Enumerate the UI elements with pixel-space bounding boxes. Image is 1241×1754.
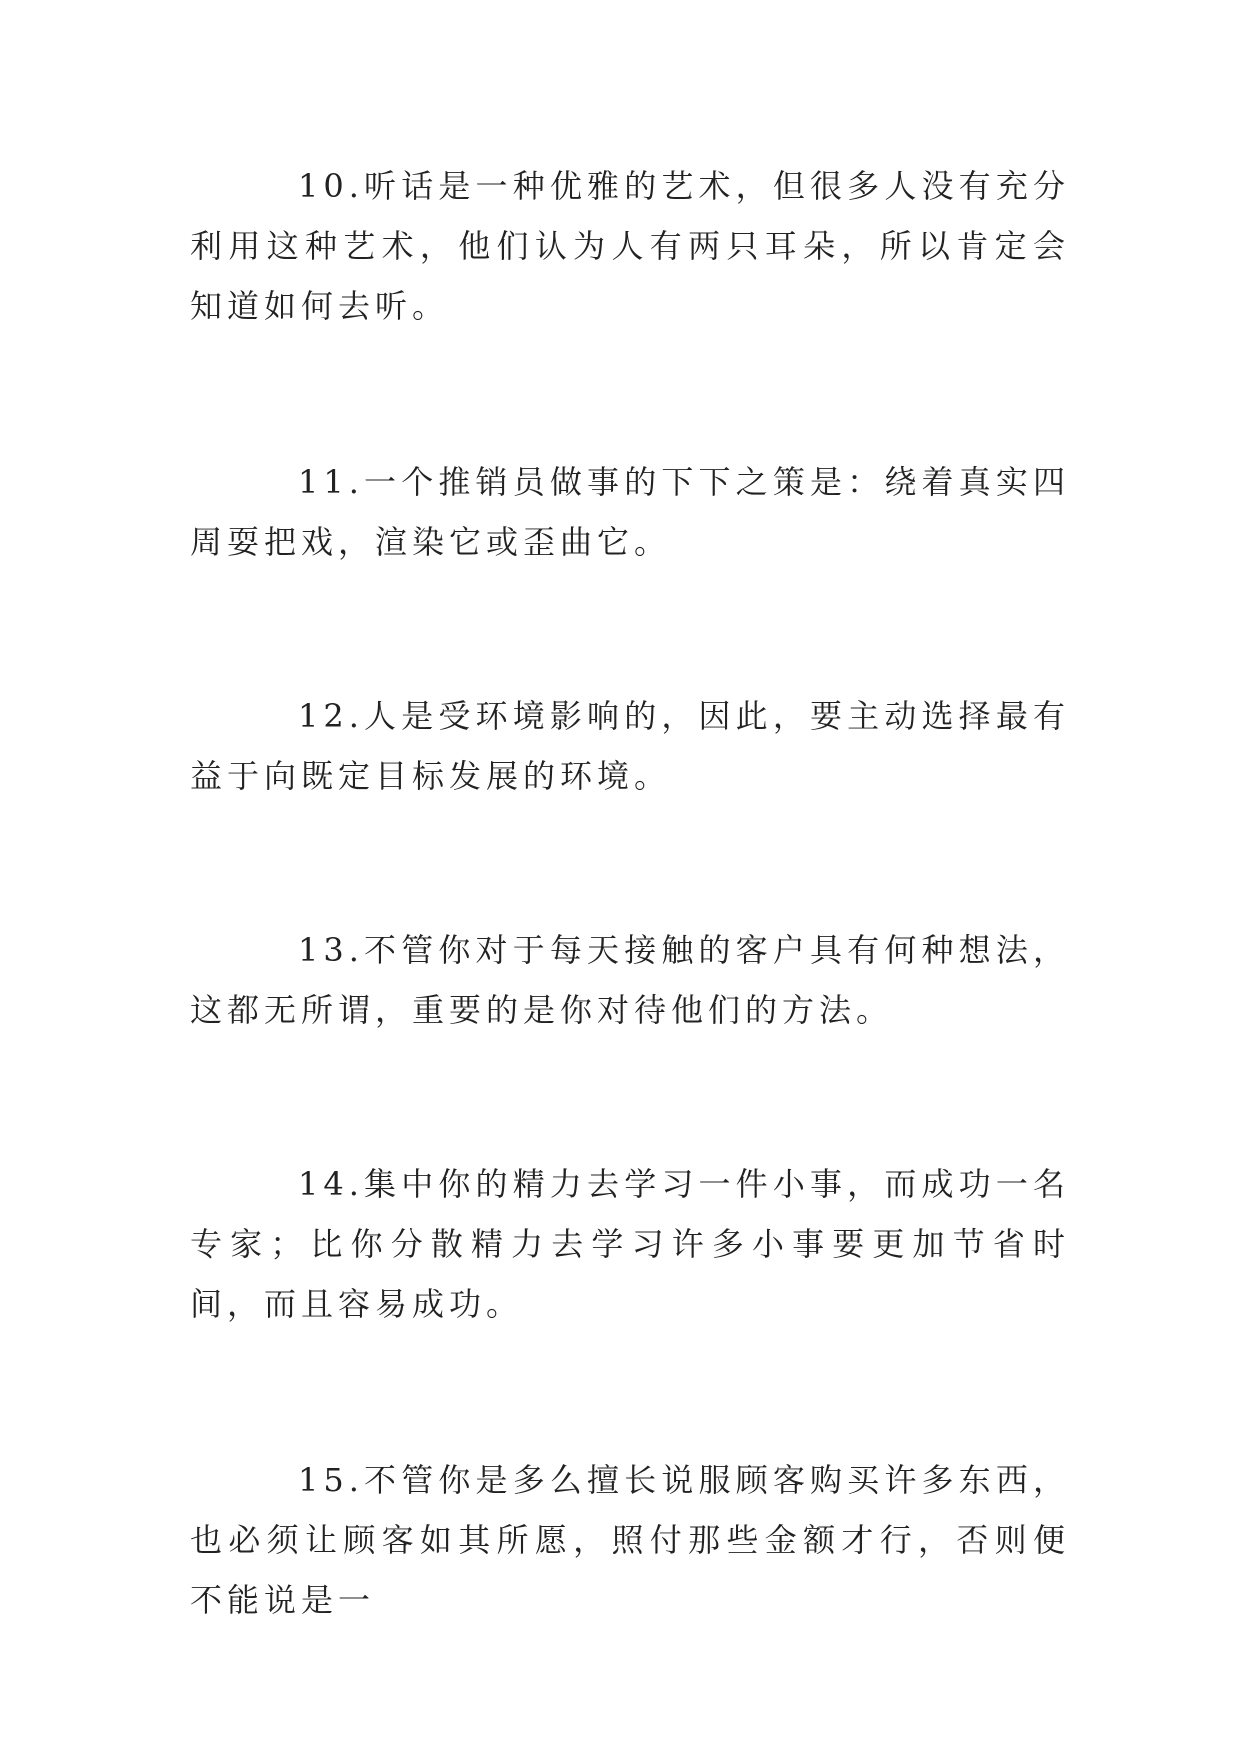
paragraph-10: 10.听话是一种优雅的艺术，但很多人没有充分利用这种艺术，他们认为人有两只耳朵，所以肯定会知道如何去听。: [190, 167, 1070, 325]
paragraph-12: 12.人是受环境影响的，因此，要主动选择最有益于向既定目标发展的环境。: [190, 697, 1070, 795]
paragraph-15: 15.不管你是多么擅长说服顾客购买许多东西，也必须让顾客如其所愿，照付那些金额才行，否则便不能说是一: [190, 1461, 1070, 1619]
paragraph-14: 14.集中你的精力去学习一件小事，而成功一名专家；比你分散精力去学习许多小事要更加节省时间，而且容易成功。: [190, 1165, 1070, 1323]
paragraph-11: 11.一个推销员做事的下下之策是：绕着真实四周耍把戏，渲染它或歪曲它。: [190, 463, 1070, 561]
paragraph-13: 13.不管你对于每天接触的客户具有何种想法，这都无所谓，重要的是你对待他们的方法。: [190, 931, 1070, 1029]
